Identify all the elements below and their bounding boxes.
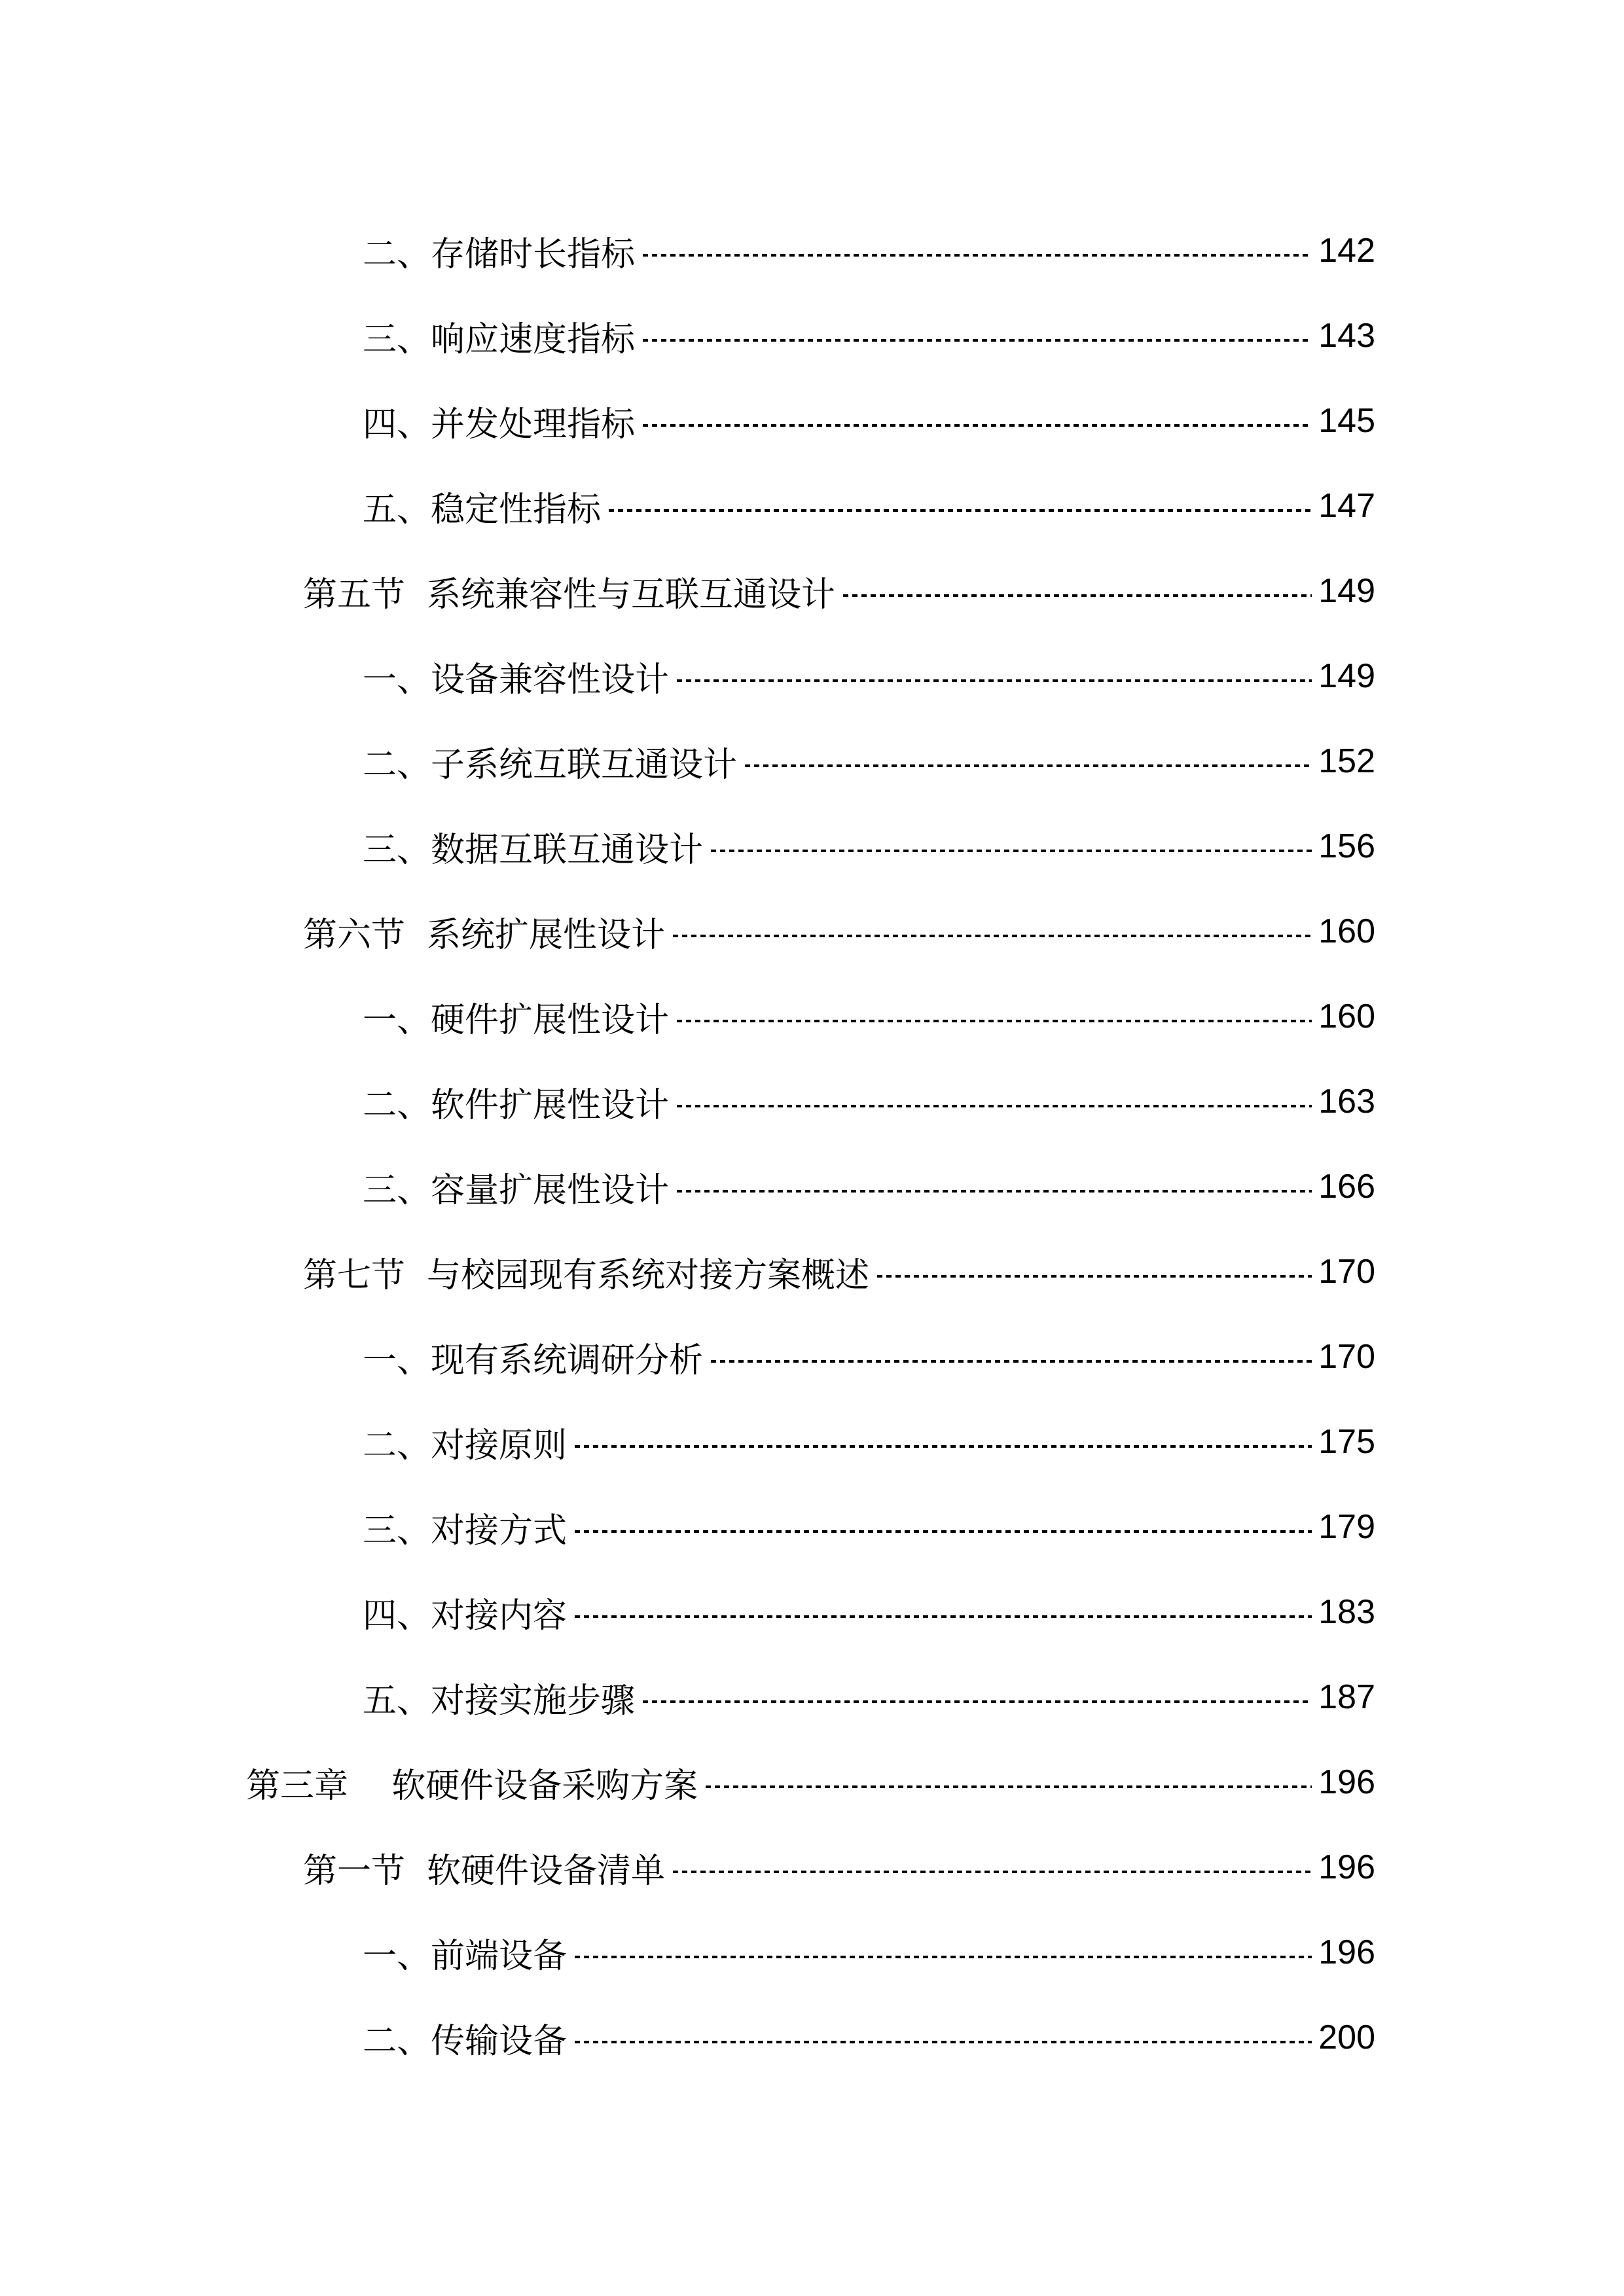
dot-leader — [877, 1275, 1312, 1278]
toc-entry-page-number: 149 — [1318, 657, 1375, 695]
toc-entry-page-number: 196 — [1318, 1763, 1375, 1801]
dot-leader — [643, 424, 1312, 427]
toc-entry[interactable] — [0, 463, 1624, 548]
toc-entry-label: 三、对接方式 — [363, 1511, 568, 1551]
toc-entry-page-number: 183 — [1318, 1593, 1375, 1631]
toc-entry[interactable] — [0, 1399, 1624, 1484]
dot-leader — [711, 850, 1312, 852]
toc-entry[interactable] — [0, 1740, 1624, 1825]
toc-entry-page-number: 156 — [1318, 827, 1375, 865]
toc-entry[interactable] — [0, 634, 1624, 719]
table-of-contents — [0, 208, 1624, 2080]
toc-entry[interactable] — [0, 1655, 1624, 1740]
toc-entry-page-number: 200 — [1318, 2018, 1375, 2056]
dot-leader — [677, 679, 1312, 682]
toc-entry-label: 第三章 软硬件设备采购方案 — [246, 1766, 698, 1806]
toc-entry[interactable] — [0, 1910, 1624, 1995]
toc-entry[interactable] — [0, 719, 1624, 804]
toc-entry[interactable] — [0, 1314, 1624, 1399]
dot-leader — [575, 1615, 1312, 1618]
toc-entry-label: 三、数据互联互通设计 — [363, 830, 704, 870]
toc-entry-label: 四、并发处理指标 — [363, 404, 636, 444]
toc-entry-label: 二、传输设备 — [363, 2021, 568, 2061]
toc-entry[interactable] — [0, 378, 1624, 463]
dot-leader — [575, 1530, 1312, 1533]
toc-entry-page-number: 175 — [1318, 1423, 1375, 1461]
dot-leader — [673, 935, 1312, 937]
toc-entry-label: 第五节 系统兼容性与互联互通设计 — [303, 575, 836, 615]
dot-leader — [843, 594, 1312, 597]
toc-entry-label: 第一节 软硬件设备清单 — [303, 1851, 666, 1891]
toc-entry-page-number: 196 — [1318, 1848, 1375, 1886]
dot-leader — [643, 254, 1312, 257]
toc-entry[interactable] — [0, 1570, 1624, 1655]
toc-entry[interactable] — [0, 804, 1624, 889]
toc-entry-label: 第七节 与校园现有系统对接方案概述 — [303, 1255, 870, 1295]
toc-entry[interactable] — [0, 548, 1624, 634]
toc-entry-page-number: 196 — [1318, 1933, 1375, 1971]
toc-entry-page-number: 160 — [1318, 912, 1375, 950]
toc-entry[interactable] — [0, 208, 1624, 293]
dot-leader — [706, 1785, 1312, 1788]
toc-entry-page-number: 149 — [1318, 572, 1375, 610]
toc-entry-label: 四、对接内容 — [363, 1596, 568, 1636]
toc-entry-page-number: 160 — [1318, 997, 1375, 1035]
toc-entry[interactable] — [0, 1144, 1624, 1229]
dot-leader — [677, 1190, 1312, 1193]
toc-entry[interactable] — [0, 1825, 1624, 1910]
toc-entry[interactable] — [0, 974, 1624, 1059]
toc-entry-label: 一、设备兼容性设计 — [363, 660, 670, 700]
toc-entry-label: 五、对接实施步骤 — [363, 1681, 636, 1721]
toc-entry[interactable] — [0, 1484, 1624, 1570]
toc-entry-label: 三、响应速度指标 — [363, 319, 636, 359]
toc-entry-label: 二、子系统互联互通设计 — [363, 745, 738, 785]
dot-leader — [609, 509, 1312, 512]
toc-entry-page-number: 170 — [1318, 1338, 1375, 1376]
toc-entry-label: 三、容量扩展性设计 — [363, 1170, 670, 1210]
dot-leader — [575, 1956, 1312, 1958]
dot-leader — [643, 339, 1312, 342]
toc-entry-page-number: 163 — [1318, 1083, 1375, 1121]
dot-leader — [745, 764, 1312, 767]
toc-entry-label: 二、软件扩展性设计 — [363, 1085, 670, 1125]
toc-entry-page-number: 145 — [1318, 402, 1375, 440]
toc-entry-label: 第六节 系统扩展性设计 — [303, 915, 666, 955]
toc-entry-label: 五、稳定性指标 — [363, 490, 602, 529]
toc-entry[interactable] — [0, 1229, 1624, 1314]
toc-entry-label: 一、硬件扩展性设计 — [363, 1000, 670, 1040]
toc-entry[interactable] — [0, 293, 1624, 378]
dot-leader — [677, 1020, 1312, 1022]
toc-entry-page-number: 166 — [1318, 1168, 1375, 1206]
toc-entry[interactable] — [0, 1059, 1624, 1144]
dot-leader — [575, 1445, 1312, 1448]
toc-entry[interactable] — [0, 1995, 1624, 2080]
dot-leader — [711, 1360, 1312, 1363]
toc-entry-page-number: 147 — [1318, 487, 1375, 525]
toc-entry-label: 二、对接原则 — [363, 1426, 568, 1465]
dot-leader — [677, 1105, 1312, 1107]
toc-entry-page-number: 152 — [1318, 742, 1375, 780]
toc-entry-label: 一、前端设备 — [363, 1936, 568, 1976]
dot-leader — [643, 1700, 1312, 1703]
toc-entry[interactable] — [0, 889, 1624, 974]
toc-entry-page-number: 143 — [1318, 317, 1375, 355]
dot-leader — [575, 2041, 1312, 2043]
toc-entry-page-number: 179 — [1318, 1508, 1375, 1546]
toc-entry-page-number: 142 — [1318, 232, 1375, 270]
toc-entry-page-number: 187 — [1318, 1678, 1375, 1716]
toc-entry-label: 二、存储时长指标 — [363, 234, 636, 274]
toc-entry-page-number: 170 — [1318, 1253, 1375, 1291]
dot-leader — [673, 1871, 1312, 1873]
toc-entry-label: 一、现有系统调研分析 — [363, 1340, 704, 1380]
